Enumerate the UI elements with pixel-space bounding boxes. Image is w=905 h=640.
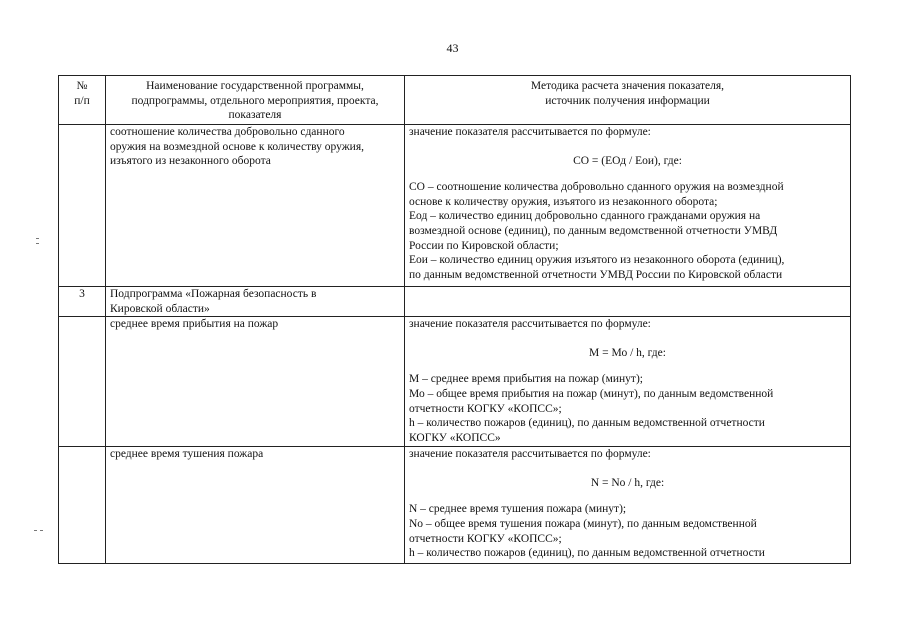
row-number (59, 317, 106, 447)
scan-mark (34, 530, 37, 531)
header-method: Методика расчета значения показателя, источник получения информации (405, 76, 851, 125)
table-row-subprogram (59, 287, 851, 317)
formula-intro: значение показателя рассчитывается по формуле: (409, 448, 651, 461)
indicator-name: среднее время тушения пожара (106, 447, 405, 564)
formula-definitions: М – среднее время прибытия на пожар (минут); Мо – общее время прибытия на пожар (минут), по данным ведомственной отчетности КОГКУ «КОПСС»; h – количество пожаров (единиц), по данным ведомственной отчетности КОГКУ «КОПСС» (409, 373, 774, 444)
formula-intro: значение показателя рассчитывается по формуле: (409, 126, 651, 138)
scan-mark (36, 238, 39, 239)
formula-intro: значение показателя рассчитывается по формуле: (409, 318, 651, 331)
indicator-table (58, 75, 851, 564)
scan-mark (36, 243, 39, 244)
table-row (59, 447, 851, 564)
row-number (59, 125, 106, 287)
indicator-method (405, 287, 851, 317)
scan-mark (40, 530, 43, 531)
formula: СО = (ЕОд / Еои), где: (573, 154, 682, 167)
formula: N = No / h, где: (590, 476, 665, 489)
header-num: № п/п (59, 76, 106, 125)
formula: М = Мо / h, где: (589, 346, 666, 359)
row-number: 3 (59, 287, 106, 317)
indicator-name: среднее время прибытия на пожар (106, 317, 405, 447)
table-header-row (59, 76, 851, 125)
formula-definitions: СО – соотношение количества добровольно сданного оружия на возмездной основе к количеству оружия, изъятого из незаконного оборота; Еод – количество единиц добровольно сданного гражданами оружия на возмездной основе (единиц), по данным ведомственной отчетности УМВД России по Кировской области; Еои – количество единиц оружия изъятого из незаконного оборота (единиц), по данным ведомственной отчетности УМВД России по Кировской области (409, 181, 785, 281)
formula-definitions: N – среднее время тушения пожара (минут); No – общее время тушения пожара (минут), по данным ведомственной отчетности КОГКУ «КОПСС»; h – количество пожаров (единиц), по данным ведомственной отчетности (409, 503, 765, 560)
indicator-method (405, 125, 851, 287)
indicator-name: соотношение количества добровольно сданного оружия на возмездной основе к количеству оружия, изъятого из незаконного оборота (106, 125, 405, 287)
subprogram-name: Подпрограмма «Пожарная безопасность в Кировской области» (106, 287, 405, 317)
row-number (59, 447, 106, 564)
table-row (59, 317, 851, 447)
indicator-method (405, 317, 851, 447)
table-row (59, 125, 851, 287)
indicator-method (405, 447, 851, 564)
page-number: 43 (446, 41, 459, 55)
header-name: Наименование государственной программы, подпрограммы, отдельного мероприятия, проекта, показателя (106, 76, 405, 125)
